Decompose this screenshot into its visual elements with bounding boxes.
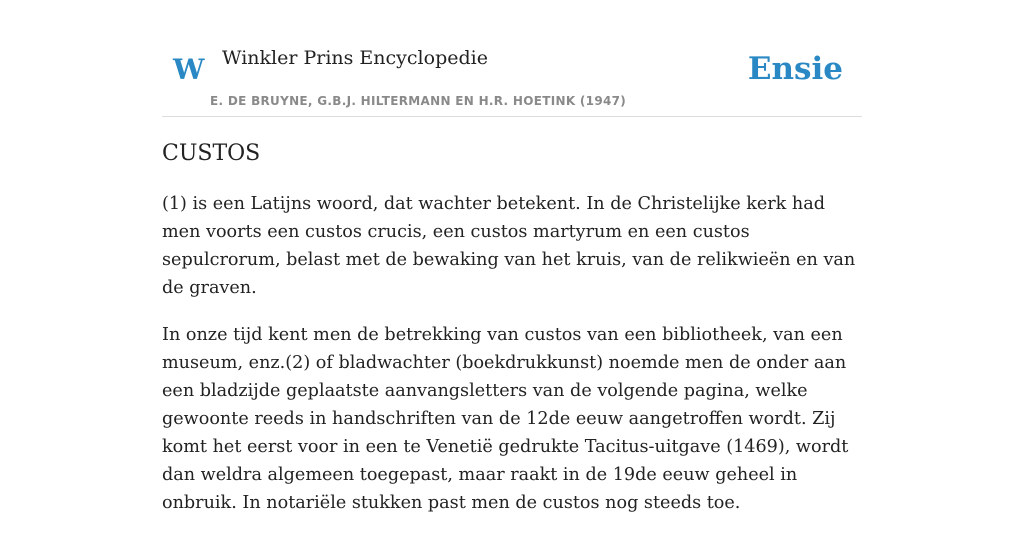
- article-paragraph-1: (1) is een Latijns woord, dat wachter betekent. In de Christelijke kerk had men voorts een custos crucis, een custos martyrum en een custos sepulcrorum, belast met de bewaking van het kruis, van de relikwieën en van de graven.: [162, 194, 856, 298]
- publication-title[interactable]: Winkler Prins Encyclopedie: [222, 47, 488, 69]
- article-paragraph-2: In onze tijd kent men de betrekking van custos van een bibliotheek, van een museum, enz.(2) of bladwachter (boekdrukkunst) noemde men de onder aan een bladzijde geplaatste aanvangsletters van de volgende pagina, welke gewoonte reeds in handschriften van de 12de eeuw aangetroffen wordt. Zij komt het eerst voor in een te Venetië gedrukte Tacitus-uitgave (1469), wordt dan weldra algemeen toegepast, maar raakt in de 19de eeuw geheel in onbruik. In notariële stukken past men de custos nog steeds toe.: [162, 325, 849, 513]
- winkler-prins-logo[interactable]: W: [173, 53, 205, 86]
- ensie-logo[interactable]: Ensie: [747, 51, 843, 87]
- page-header: [162, 0, 862, 117]
- article-body: [162, 138, 862, 536]
- article-title: CUSTOS: [162, 141, 261, 166]
- publication-authors: E. DE BRUYNE, G.B.J. HILTERMANN EN H.R. HOETINK (1947): [210, 94, 627, 108]
